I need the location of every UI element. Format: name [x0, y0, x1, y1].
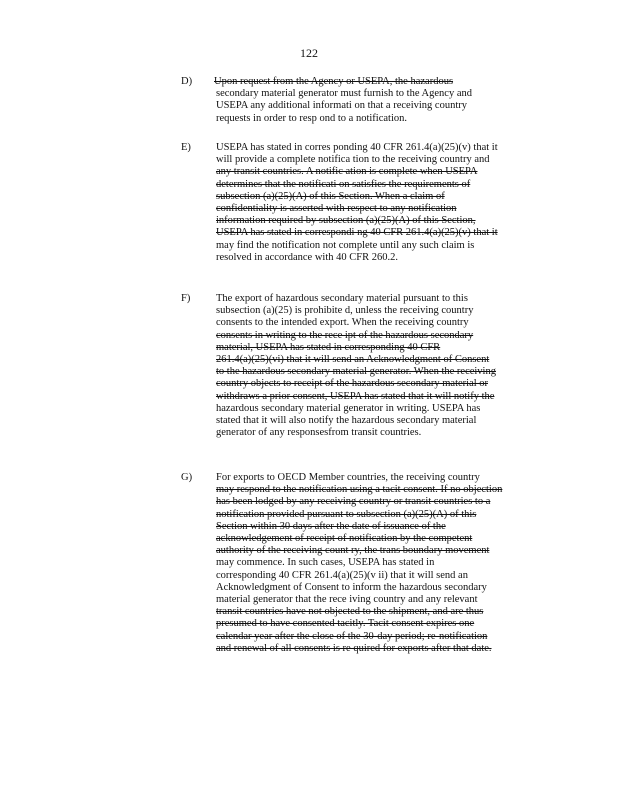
text-line: secondary material generator must furnish to the Agency and	[216, 88, 472, 100]
struck-text-line: and renewal of all consents is re quired for exports after that date.	[216, 642, 492, 654]
text-line: hazardous secondary material generator in writing. USEPA has	[216, 402, 481, 414]
section-marker: E)	[181, 142, 191, 153]
text-line: generator of any responsesfrom transit countries.	[216, 427, 422, 439]
struck-text-line: information required by subsection (a)(25)(A) of this Section,	[216, 215, 476, 227]
text-line: may commence. In such cases, USEPA has stated in	[216, 557, 435, 569]
struck-text-line: acknowledgement of receipt of notification by the competent	[216, 533, 473, 544]
text-line: stated that it will also notify the hazardous secondary material	[216, 415, 477, 426]
section-marker: D)	[181, 76, 193, 87]
struck-text-line: consents in writing to the rece ipt of the hazardous secondary	[216, 329, 474, 341]
text-line: consents to the intended export. When the receiving country	[216, 317, 469, 329]
struck-text-line: to the hazardous secondary material generator. When the receiving	[216, 366, 496, 378]
struck-text-line: any transit countries. A notific ation is complete when USEPA	[216, 166, 478, 178]
text-line: resolved in accordance with 40 CFR 260.2.	[216, 251, 398, 263]
struck-text-line: subsection (a)(25)(A) of this Section. When a claim of	[216, 190, 445, 202]
struck-text-line: calendar year after the close of the 30-day period; re-notification	[216, 630, 488, 642]
struck-text-line: country objects to receipt of the hazardous secondary material or	[216, 378, 489, 390]
text-line: USEPA any additional informati on that a receiving country	[216, 100, 467, 112]
struck-text-line: Section within 30 days after the date of issuance of the	[216, 520, 446, 532]
struck-text-line: USEPA has stated in correspondi ng 40 CFR 261.4(a)(25)(v) that it	[216, 227, 498, 239]
text-line: material generator that the rece iving country and any relevant	[216, 594, 478, 605]
text-line: will provide a complete notifica tion to the receiving country and	[216, 154, 490, 166]
section-marker: F)	[181, 293, 191, 304]
struck-text-line: withdraws a prior consent, USEPA has stated that it will notify the	[216, 390, 495, 402]
struck-text-line: presumed to have consented tacitly. Tacit consent expires one	[216, 618, 475, 630]
text-line: subsection (a)(25) is prohibite d, unless the receiving country	[216, 305, 474, 317]
struck-text-line: may respond to the notification using a tacit consent. If no objection	[216, 484, 503, 496]
text-line: Acknowledgment of Consent to inform the hazardous secondary	[216, 581, 487, 593]
text-line: For exports to OECD Member countries, the receiving country	[216, 472, 480, 483]
text-line: The export of hazardous secondary material pursuant to this	[216, 293, 468, 304]
section-marker: G)	[181, 472, 193, 483]
struck-text-line: has been lodged by any receiving country or transit countries to a	[216, 496, 491, 508]
struck-text-line: confidentiality is asserted with respect to any notification	[216, 203, 457, 214]
struck-text-line: notification provided pursuant to subsection (a)(25)(A) of this	[216, 508, 477, 520]
struck-text-line: material, USEPA has stated in corresponding 40 CFR	[216, 341, 441, 353]
text-line: corresponding 40 CFR 261.4(a)(25)(v ii) that it will send an	[216, 569, 468, 581]
text-line: USEPA has stated in corres ponding 40 CFR 261.4(a)(25)(v) that it	[216, 142, 498, 153]
struck-text-line: Upon request from the Agency or USEPA, the hazardous	[214, 76, 454, 87]
struck-text-line: determines that the notificati on satisfies the requirements of	[216, 178, 471, 190]
struck-text-line: 261.4(a)(25)(vi) that it will send an Acknowledgment of Consent	[216, 354, 490, 365]
page-number: 122	[300, 46, 318, 60]
text-line: requests in order to resp ond to a notification.	[216, 112, 407, 124]
text-line: may find the notification not complete until any such claim is	[216, 239, 475, 251]
struck-text-line: transit countries have not objected to the shipment, and are thus	[216, 606, 484, 618]
struck-text-line: authority of the receiving count ry, the trans boundary movement	[216, 545, 490, 557]
